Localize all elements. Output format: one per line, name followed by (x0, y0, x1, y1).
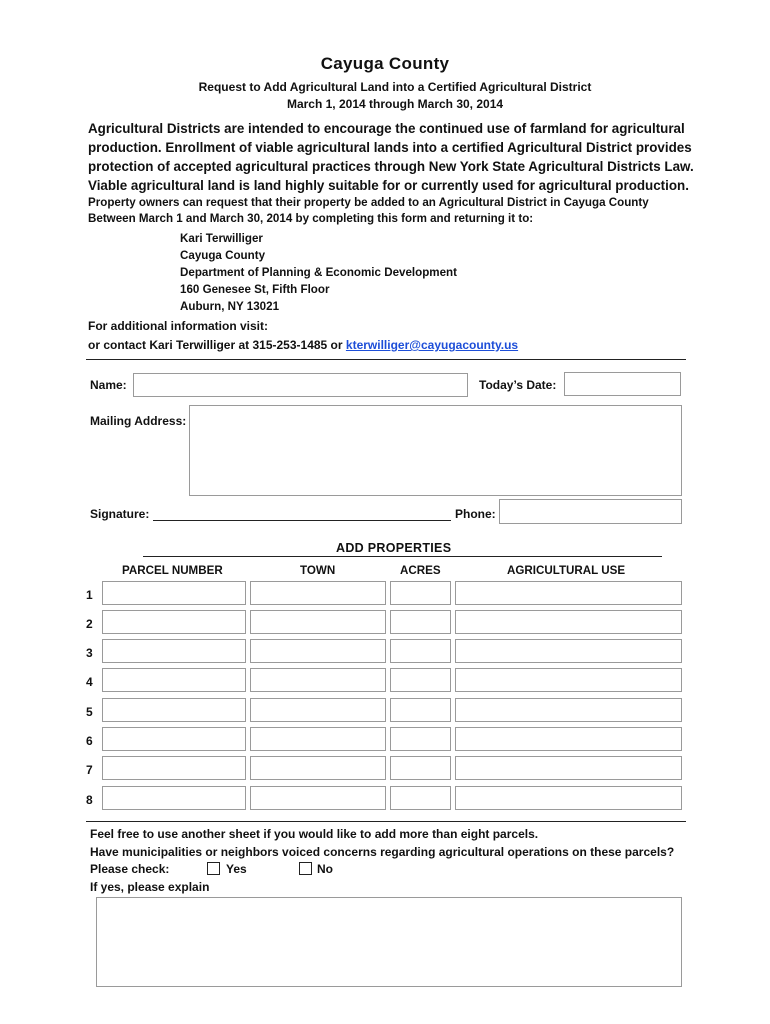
parcel-number-field[interactable] (102, 786, 246, 810)
yes-checkbox[interactable] (207, 862, 220, 875)
section-divider (86, 359, 686, 360)
parcel-number-field[interactable] (102, 698, 246, 722)
agricultural-use-field[interactable] (455, 668, 682, 692)
address-line: 160 Genesee St, Fifth Floor (180, 283, 330, 296)
agricultural-use-field[interactable] (455, 698, 682, 722)
row-number: 3 (86, 646, 93, 660)
contact-prefix: or contact Kari Terwilliger at 315-253-1485 or (88, 338, 343, 352)
col-town: TOWN (300, 564, 336, 577)
email-link[interactable]: kterwilliger@cayugacounty.us (345, 338, 519, 352)
agricultural-use-field[interactable] (455, 610, 682, 634)
town-field[interactable] (250, 581, 386, 605)
additional-info: For additional information visit: (88, 319, 268, 333)
row-number: 2 (86, 617, 93, 631)
signature-label: Signature: (90, 507, 150, 521)
parcel-number-field[interactable] (102, 727, 246, 751)
town-field[interactable] (250, 610, 386, 634)
name-label: Name: (90, 378, 127, 392)
row-number: 1 (86, 588, 93, 602)
row-number: 7 (86, 763, 93, 777)
col-parcel-number: PARCEL NUMBER (122, 564, 223, 577)
mailing-address-label: Mailing Address: (90, 414, 187, 428)
acres-field[interactable] (390, 668, 451, 692)
date-label: Today’s Date: (479, 378, 557, 392)
intro-line-3: protection of accepted agricultural practices through New York State Agricultural Districts Law. (88, 159, 694, 174)
acres-field[interactable] (390, 786, 451, 810)
contact-line (88, 337, 518, 353)
no-checkbox[interactable] (299, 862, 312, 875)
parcel-number-field[interactable] (102, 639, 246, 663)
owners-line-2: Between March 1 and March 30, 2014 by completing this form and returning it to: (88, 212, 534, 225)
section-divider (86, 821, 686, 822)
date-range: March 1, 2014 through March 30, 2014 (286, 97, 504, 111)
row-number: 8 (86, 793, 93, 807)
acres-field[interactable] (390, 756, 451, 780)
concerns-question: Have municipalities or neighbors voiced concerns regarding agricultural operations on these parcels? (90, 845, 675, 859)
town-field[interactable] (250, 668, 386, 692)
town-field[interactable] (250, 698, 386, 722)
address-line: Kari Terwilliger (180, 232, 263, 245)
sheet-note: Feel free to use another sheet if you would like to add more than eight parcels. (90, 827, 539, 841)
page-title: Cayuga County (320, 54, 450, 73)
add-properties-heading: ADD PROPERTIES (336, 541, 452, 555)
address-line: Auburn, NY 13021 (180, 300, 280, 313)
form-subtitle: Request to Add Agricultural Land into a Certified Agricultural District (198, 80, 592, 94)
acres-field[interactable] (390, 610, 451, 634)
intro-line-1: Agricultural Districts are intended to encourage the continued use of farmland for agricultural (88, 121, 685, 136)
heading-underline (143, 556, 662, 557)
please-check-label: Please check: (90, 862, 170, 876)
agricultural-use-field[interactable] (455, 756, 682, 780)
agricultural-use-field[interactable] (455, 727, 682, 751)
agricultural-use-field[interactable] (455, 581, 682, 605)
parcel-number-field[interactable] (102, 610, 246, 634)
col-agricultural-use: AGRICULTURAL USE (507, 564, 626, 577)
row-number: 6 (86, 734, 93, 748)
town-field[interactable] (250, 786, 386, 810)
town-field[interactable] (250, 639, 386, 663)
date-field[interactable] (564, 372, 681, 396)
col-acres: ACRES (400, 564, 441, 577)
parcel-number-field[interactable] (102, 668, 246, 692)
name-field[interactable] (133, 373, 468, 397)
intro-line-4: Viable agricultural land is land highly suitable for or currently used for agricultural production. (88, 178, 689, 193)
explain-field[interactable] (96, 897, 682, 987)
town-field[interactable] (250, 727, 386, 751)
acres-field[interactable] (390, 727, 451, 751)
owners-line-1: Property owners can request that their property be added to an Agricultural District in Cayuga County (88, 196, 649, 209)
phone-label: Phone: (455, 507, 496, 521)
parcel-number-field[interactable] (102, 756, 246, 780)
address-line: Cayuga County (180, 249, 266, 262)
parcel-number-field[interactable] (102, 581, 246, 605)
phone-field[interactable] (499, 499, 682, 524)
row-number: 5 (86, 705, 93, 719)
yes-label: Yes (226, 862, 247, 876)
acres-field[interactable] (390, 698, 451, 722)
explain-label: If yes, please explain (90, 880, 210, 894)
intro-line-2: production. Enrollment of viable agricultural lands into a certified Agricultural District provides (88, 140, 692, 155)
acres-field[interactable] (390, 581, 451, 605)
mailing-address-field[interactable] (189, 405, 682, 496)
no-label: No (317, 862, 333, 876)
agricultural-use-field[interactable] (455, 786, 682, 810)
town-field[interactable] (250, 756, 386, 780)
acres-field[interactable] (390, 639, 451, 663)
agricultural-use-field[interactable] (455, 639, 682, 663)
signature-line[interactable] (153, 520, 451, 521)
address-line: Department of Planning & Economic Development (180, 266, 457, 279)
row-number: 4 (86, 675, 93, 689)
